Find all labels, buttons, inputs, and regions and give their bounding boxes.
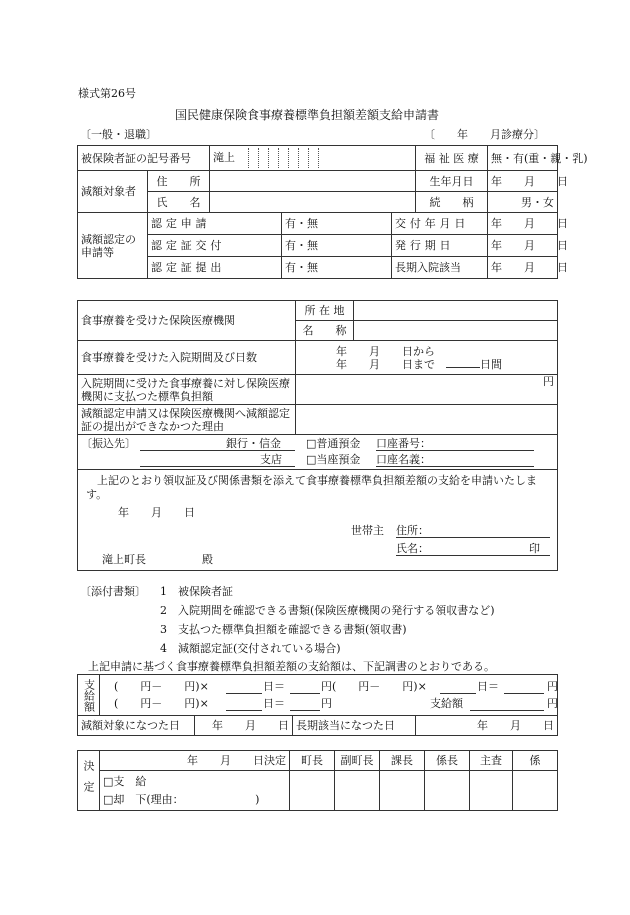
calc-yen: 円 <box>547 680 558 693</box>
welfare-value[interactable]: 無・有(重・親・乳) <box>488 146 558 171</box>
row-choice[interactable]: 有・無 <box>282 257 392 279</box>
period-field[interactable] <box>296 341 558 375</box>
decision-options <box>100 771 290 811</box>
row-date[interactable]: 年 月 日 <box>488 235 558 257</box>
attachments-label: 〔添付書類〕 <box>80 585 146 598</box>
stamp-box[interactable] <box>425 771 470 811</box>
application-date[interactable]: 年 月 日 <box>118 506 195 519</box>
transfer-cell <box>78 435 558 470</box>
relation-label: 続 柄 <box>416 192 488 213</box>
application-text: 上記のとおり領収証及び関係書類を添えて食事療養標準負担額差額の支給を申請いたします。 <box>86 474 537 501</box>
address-label: 住 所 <box>148 171 210 192</box>
reduction-date-label: 減額対象になつた日 <box>78 716 195 736</box>
calc-line1d: 日＝ <box>477 680 499 693</box>
stamp-box[interactable] <box>513 771 558 811</box>
stamp-box[interactable] <box>335 771 380 811</box>
stamp-box[interactable] <box>290 771 335 811</box>
row-date[interactable]: 年 月 日 <box>488 257 558 279</box>
location-field[interactable] <box>354 301 558 321</box>
category-label: 〔一般・退職〕 <box>80 128 157 141</box>
paid-amount-field[interactable] <box>296 375 558 405</box>
row-label2: 発行期日 <box>392 235 488 257</box>
mayor-label: 滝上町長 <box>102 553 146 566</box>
calc-table <box>77 674 558 736</box>
calc-line1b: 日＝ <box>263 680 285 693</box>
row-label: 認定申請 <box>148 213 282 235</box>
reduction-target-label: 減額対象者 <box>78 171 148 213</box>
reduction-date-field[interactable]: 年 月 日 <box>195 716 293 736</box>
reduction-app-label: 減額認定の申請等 <box>78 213 148 279</box>
insured-number-label: 被保険者証の記号番号 <box>78 146 210 171</box>
stamp-box[interactable] <box>380 771 425 811</box>
period-from: 年 月 日から <box>336 344 435 358</box>
householder-name-field[interactable]: 氏名： <box>396 542 550 556</box>
role-section-chief: 課長 <box>380 751 425 771</box>
long-stay-label: 長期該当になつた日 <box>293 716 416 736</box>
birth-label: 生年月日 <box>416 171 488 192</box>
long-stay-field[interactable]: 年 月 日 <box>416 716 558 736</box>
calc-total-yen: 円 <box>547 697 558 710</box>
row-choice[interactable]: 有・無 <box>282 213 392 235</box>
days-unit: 日間 <box>480 357 502 371</box>
attachment-item: 2 入院期間を確認できる書類(保険医療機関の発行する領収書など) <box>160 604 495 617</box>
institution-table <box>77 300 558 571</box>
householder-label: 世帯主 <box>351 524 384 537</box>
decision-date[interactable]: 年 月 日決定 <box>100 751 290 771</box>
form-number: 様式第26号 <box>78 87 136 100</box>
checking-deposit-checkbox[interactable]: □当座預金 <box>306 453 361 466</box>
name-label: 氏 名 <box>148 192 210 213</box>
decision-label: 決定 <box>78 751 100 811</box>
row-label: 認定証交付 <box>148 235 282 257</box>
role-deputy-mayor: 副町長 <box>335 751 380 771</box>
account-name-field[interactable]: 口座名義： <box>376 453 534 467</box>
calc-line2a: ( 円－ 円)× <box>114 697 209 710</box>
institution-label: 食事療養を受けた保険医療機関 <box>78 301 296 341</box>
branch-suffix: 支店 <box>260 453 282 466</box>
insured-number-field[interactable] <box>210 146 416 171</box>
calc-line1a: ( 円－ 円)× <box>114 680 209 693</box>
calc-label: 支給額 <box>78 675 100 716</box>
role-officer: 主査 <box>470 751 513 771</box>
month-bracket: 〔 年 月診療分〕 <box>424 128 545 141</box>
form-title: 国民健康保険食事療養標準負担額差額支給申請書 <box>175 108 440 122</box>
calc-line1c: 円( 円－ 円)× <box>321 680 427 693</box>
period-label: 食事療養を受けた入院期間及び日数 <box>78 341 296 375</box>
calc-total-label: 支給額 <box>430 697 463 710</box>
attachment-item: 3 支払つた標準負担額を確認できる書類(領収書) <box>160 623 407 636</box>
calc-lines[interactable] <box>100 675 558 716</box>
reject-checkbox[interactable]: □却 下(理由： ) <box>103 792 260 806</box>
seal-mark: 印 <box>529 542 540 555</box>
insured-number-prefix: 滝上 <box>213 151 235 164</box>
calc-intro: 上記申請に基づく食事療養標準負担額差額の支給額は、下記調書のとおりである。 <box>88 660 495 673</box>
calc-line2b: 日＝ <box>263 697 285 710</box>
application-cell <box>78 470 558 571</box>
location-label: 所 在 地 <box>296 301 354 321</box>
role-mayor: 町長 <box>290 751 335 771</box>
institution-name-label: 名 称 <box>296 321 354 341</box>
householder-address-field[interactable]: 住所： <box>396 524 550 538</box>
period-to: 年 月 日まで <box>336 357 435 371</box>
row-date[interactable]: 年 月 日 <box>488 213 558 235</box>
paid-label: 入院期間に受けた食事療養に対し保険医療機関に支払つた標準負担額 <box>78 375 296 405</box>
row-label2: 長期入院該当 <box>392 257 488 279</box>
attachment-item: 1 被保険者証 <box>160 585 233 598</box>
birth-date-field[interactable]: 年 月 日 <box>488 171 558 192</box>
role-staff: 係 <box>513 751 558 771</box>
account-number-field[interactable]: 口座番号： <box>376 437 534 451</box>
calc-line2c: 円 <box>321 697 332 710</box>
normal-deposit-checkbox[interactable]: □普通預金 <box>306 437 361 450</box>
institution-name-field[interactable] <box>354 321 558 341</box>
bank-suffix: 銀行・信金 <box>226 437 281 450</box>
pay-checkbox[interactable]: □支 給 <box>103 774 147 788</box>
address-field[interactable] <box>210 171 416 192</box>
reason-field[interactable] <box>296 405 558 435</box>
row-label: 認定証提出 <box>148 257 282 279</box>
row-label2: 交付年月日 <box>392 213 488 235</box>
yen-unit: 円 <box>543 375 554 388</box>
reason-label: 減額認定申請又は保険医療機関へ減額認定証の提出ができなかつた理由 <box>78 405 296 435</box>
decision-table <box>77 750 558 811</box>
gender-field[interactable]: 男・女 <box>488 192 558 213</box>
name-field[interactable] <box>210 192 416 213</box>
welfare-label: 福 祉 医 療 <box>416 146 488 171</box>
insured-info-table <box>77 145 588 279</box>
stamp-box[interactable] <box>470 771 513 811</box>
attachment-item: 4 減額認定証(交付されている場合) <box>160 642 341 655</box>
honorific: 殿 <box>202 553 213 566</box>
transfer-label: 〔振込先〕 <box>81 437 136 450</box>
row-choice[interactable]: 有・無 <box>282 235 392 257</box>
role-subsection-chief: 係長 <box>425 751 470 771</box>
